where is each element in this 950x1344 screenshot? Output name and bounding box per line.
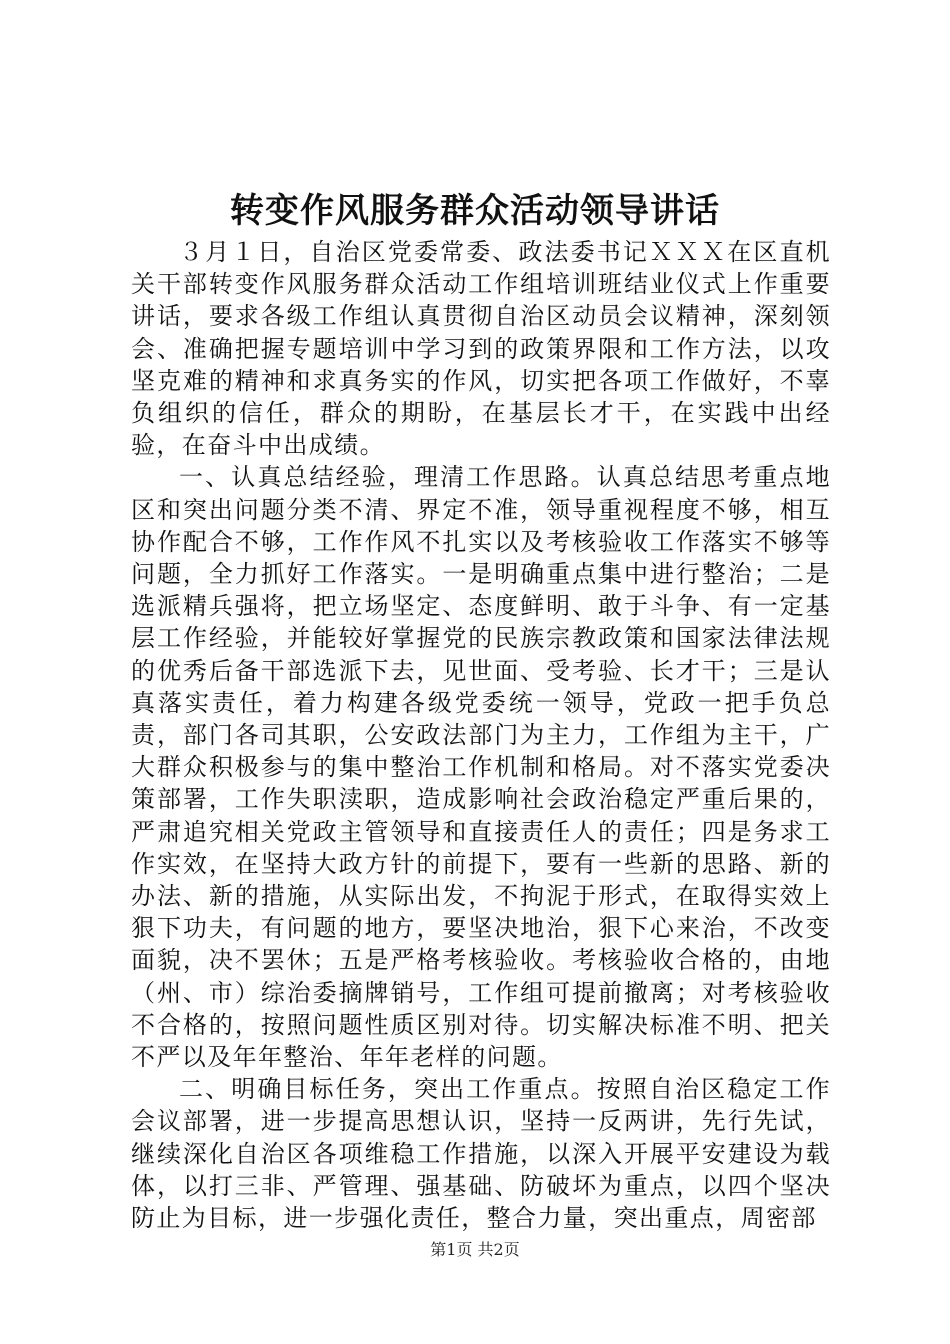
page-number-footer: 第1页 共2页 [430, 1240, 520, 1259]
document-body [131, 236, 831, 1234]
paragraph-section-two: 二、明确目标任务，突出工作重点。按照自治区稳定工作会议部署，进一步提高思想认识，坚持一反两讲，先行先试，继续深化自治区各项维稳工作措施，以深入开展平安建设为载体，以打三非、严管理、强基础、防破坏为重点，以四个坚决防止为目标，进一步强化责任，整合力量，突出重点，周密部 [131, 1075, 831, 1233]
paragraph-intro: ３月１日，自治区党委常委、政法委书记ＸＸＸ在区直机关干部转变作风服务群众活动工作组培训班结业仪式上作重要讲话，要求各级工作组认真贯彻自治区动员会议精神，深刻领会、准确把握专题培训中学习到的政策界限和工作方法，以攻坚克难的精神和求真务实的作风，切实把各项工作做好，不辜负组织的信任，群众的期盼，在基层长才干，在实践中出经验，在奋斗中出成绩。 [131, 238, 831, 460]
paragraph-section-one: 一、认真总结经验，理清工作思路。认真总结思考重点地区和突出问题分类不清、界定不准，领导重视程度不够，相互协作配合不够，工作作风不扎实以及考核验收工作落实不够等问题，全力抓好工作落实。一是明确重点集中进行整治；二是选派精兵强将，把立场坚定、态度鲜明、敢于斗争、有一定基层工作经验，并能较好掌握党的民族宗教政策和国家法律法规的优秀后备干部选派下去，见世面、受考验、长才干；三是认真落实责任，着力构建各级党委统一领导，党政一把手负总责，部门各司其职，公安政法部门为主力，工作组为主干，广大群众积极参与的集中整治工作机制和格局。对不落实党委决策部署，工作失职渎职，造成影响社会政治稳定严重后果的，严肃追究相关党政主管领导和直接责任人的责任；四是务求工作实效，在坚持大政方针的前提下，要有一些新的思路、新的办法、新的措施，从实际出发，不拘泥于形式，在取得实效上狠下功夫，有问题的地方，要坚决地治，狠下心来治，不改变面貌，决不罢休；五是严格考核验收。考核验收合格的，由地（州、市）综治委摘牌销号，工作组可提前撤离；对考核验收不合格的，按照问题性质区别对待。切实解决标准不明、把关不严以及年年整治、年年老样的问题。 [131, 463, 831, 1072]
document-title: 转变作风服务群众活动领导讲话 [230, 191, 720, 231]
